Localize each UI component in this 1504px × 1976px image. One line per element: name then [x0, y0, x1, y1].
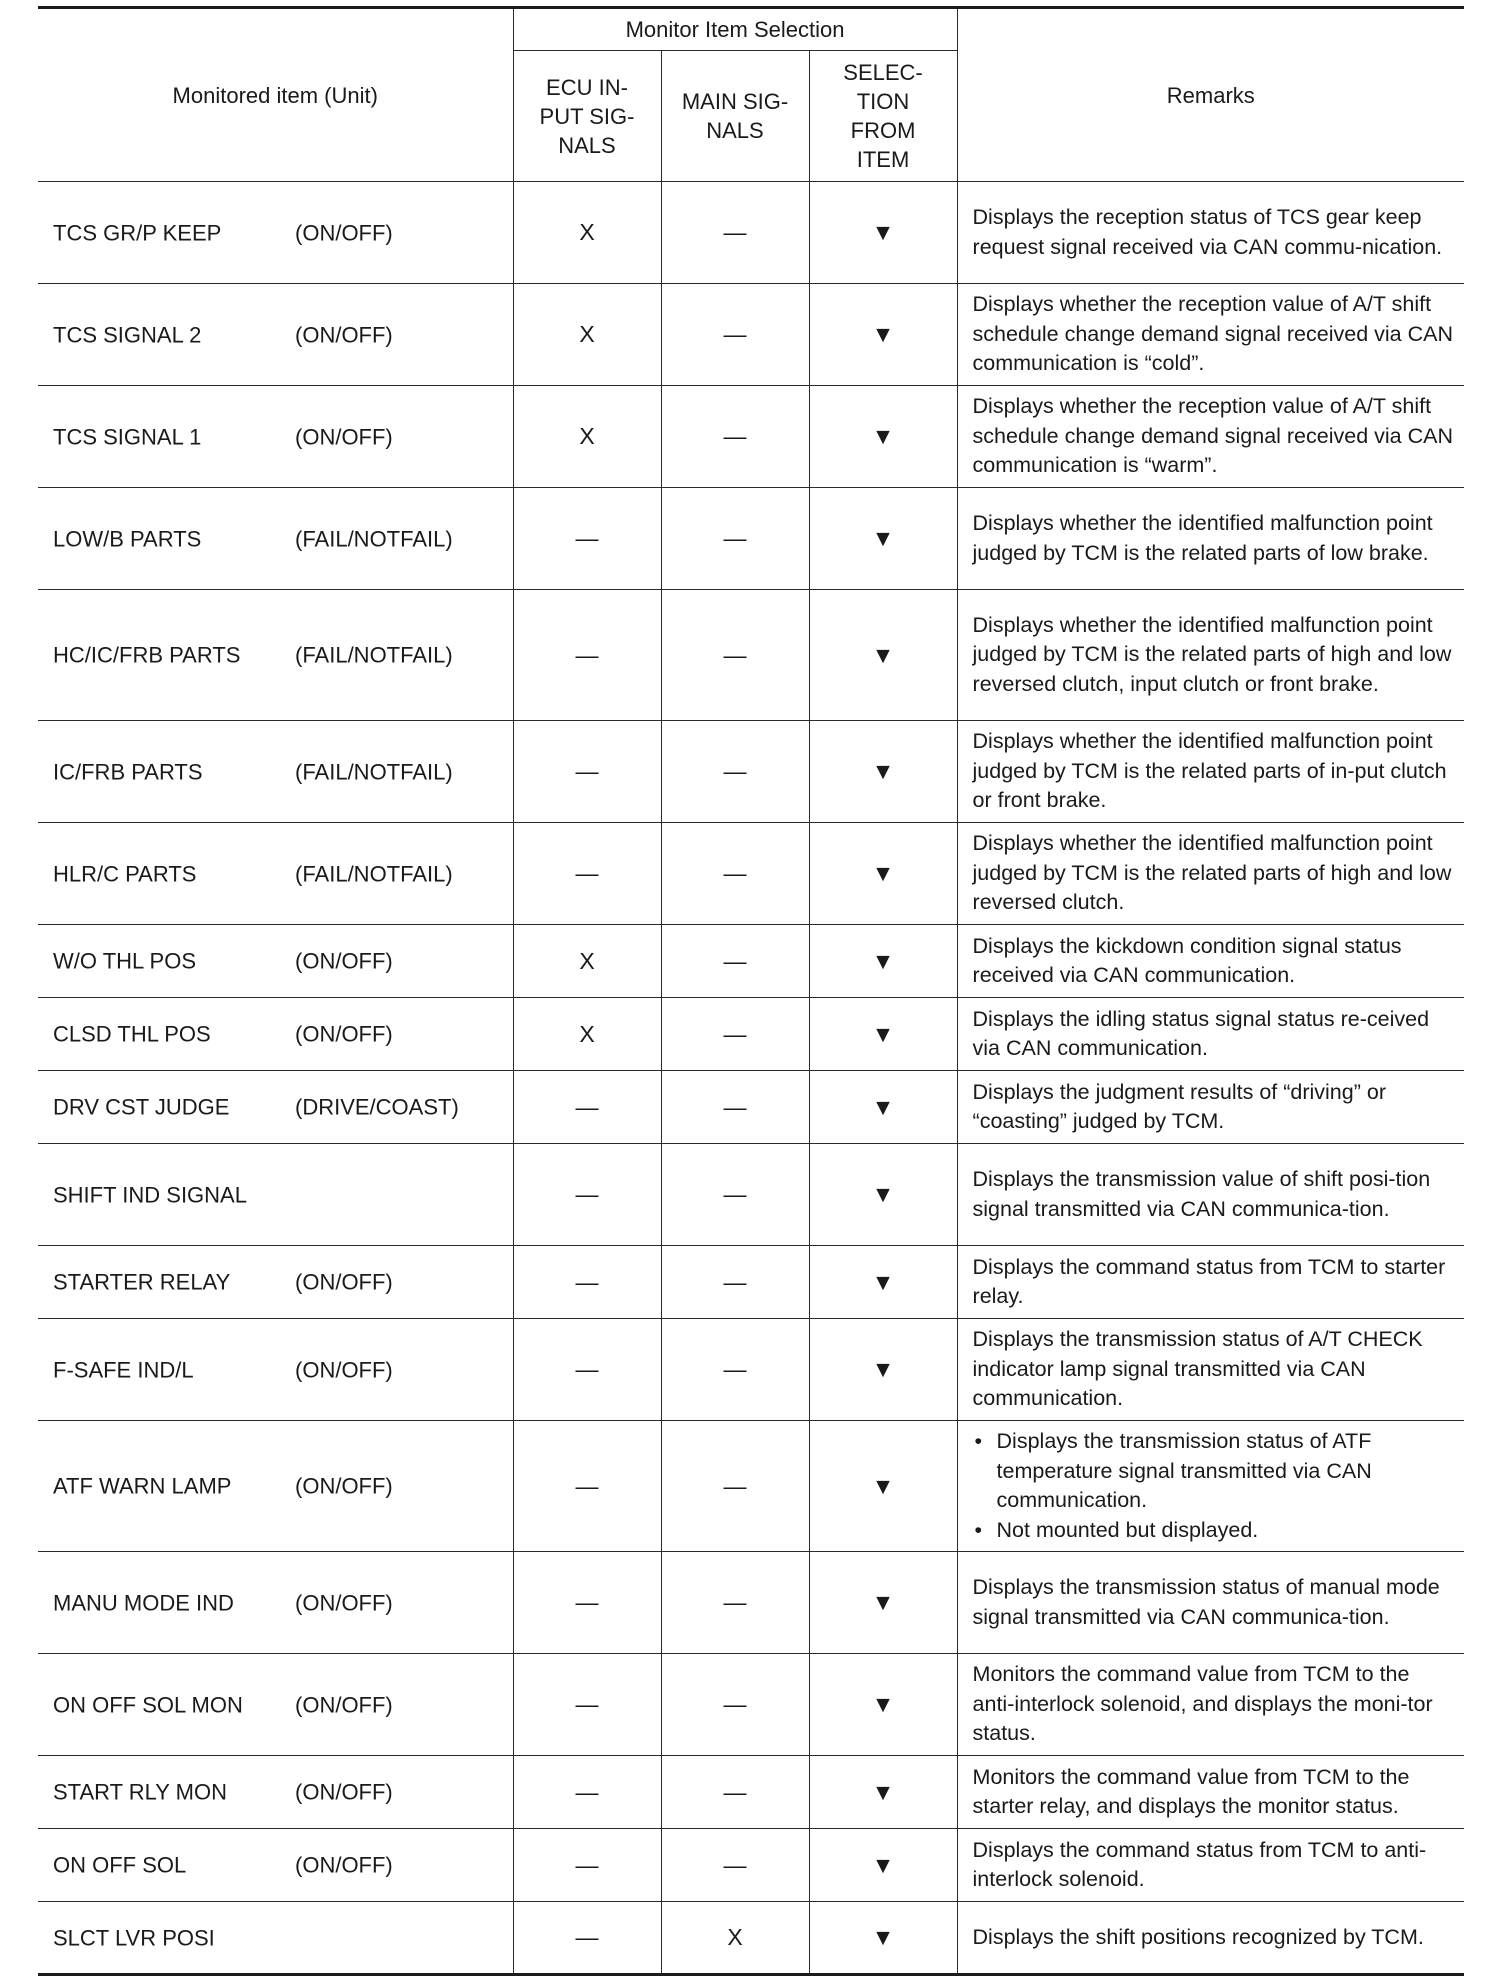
- item-name: HLR/C PARTS: [53, 861, 197, 886]
- item-unit: (ON/OFF): [295, 1357, 393, 1382]
- item-name: SLCT LVR POSI: [53, 1925, 215, 1950]
- item-cell: [38, 1902, 513, 1975]
- selection-mark: ▼: [809, 925, 957, 998]
- table-row: [38, 1829, 1464, 1902]
- table-row: [38, 1319, 1464, 1421]
- item-cell: [38, 1552, 513, 1654]
- table-row: [38, 1246, 1464, 1319]
- table-row: [38, 1654, 1464, 1756]
- main-signal-mark: —: [661, 1421, 809, 1552]
- item-name: F-SAFE IND/L: [53, 1357, 194, 1382]
- item-unit: (ON/OFF): [295, 1590, 393, 1615]
- selection-mark: ▼: [809, 386, 957, 488]
- item-unit: (ON/OFF): [295, 1021, 393, 1047]
- header-selection-from-item: SELEC- TION FROM ITEM: [809, 51, 957, 182]
- table-row: [38, 386, 1464, 488]
- ecu-input-mark: —: [513, 590, 661, 721]
- remark-text: Displays the judgment results of “driving” or “coasting” judged by TCM.: [957, 1071, 1464, 1144]
- remark-text: Displays the transmission status of A/T CHECK indicator lamp signal transmitted via CAN communication.: [957, 1319, 1464, 1421]
- selection-mark: ▼: [809, 1246, 957, 1319]
- table-row: [38, 182, 1464, 284]
- ecu-input-mark: —: [513, 488, 661, 590]
- item-cell: [38, 721, 513, 823]
- ecu-input-mark: —: [513, 1829, 661, 1902]
- ecu-input-mark: X: [513, 182, 661, 284]
- item-name: MANU MODE IND: [53, 1590, 234, 1615]
- remark-text: Displays the reception status of TCS gear keep request signal received via CAN commu-nication.: [957, 182, 1464, 284]
- item-unit: (ON/OFF): [295, 1779, 393, 1805]
- remark-text: Displays whether the identified malfunction point judged by TCM is the related parts of high and low reversed clutch, input clutch or front brake.: [957, 590, 1464, 721]
- ecu-input-mark: —: [513, 1552, 661, 1654]
- ecu-input-mark: —: [513, 823, 661, 925]
- main-signal-mark: —: [661, 284, 809, 386]
- item-unit: (FAIL/NOTFAIL): [295, 526, 453, 551]
- monitor-item-table: [38, 6, 1464, 1976]
- ecu-input-mark: X: [513, 386, 661, 488]
- selection-mark: ▼: [809, 284, 957, 386]
- item-name: LOW/B PARTS: [53, 526, 202, 551]
- selection-mark: ▼: [809, 590, 957, 721]
- item-name: SHIFT IND SIGNAL: [53, 1182, 247, 1207]
- ecu-input-mark: —: [513, 1654, 661, 1756]
- item-unit: (ON/OFF): [295, 1852, 393, 1878]
- remark-text: Displays the transmission value of shift posi-tion signal transmitted via CAN communica-tion.: [957, 1144, 1464, 1246]
- item-cell: [38, 1246, 513, 1319]
- header-remarks: Remarks: [957, 8, 1464, 182]
- item-unit: (FAIL/NOTFAIL): [295, 759, 453, 784]
- remark-bullet: • Displays the transmission status of ATF temperature signal transmitted via CAN communication.: [997, 1427, 1457, 1516]
- item-cell: [38, 386, 513, 488]
- item-cell: [38, 1829, 513, 1902]
- ecu-input-mark: —: [513, 1756, 661, 1829]
- selection-mark: ▼: [809, 1902, 957, 1975]
- remark-text: Displays the transmission status of manual mode signal transmitted via CAN communica-tion.: [957, 1552, 1464, 1654]
- main-signal-mark: —: [661, 1829, 809, 1902]
- ecu-input-mark: X: [513, 284, 661, 386]
- main-signal-mark: —: [661, 1552, 809, 1654]
- item-name: IC/FRB PARTS: [53, 759, 203, 784]
- selection-mark: ▼: [809, 721, 957, 823]
- selection-mark: ▼: [809, 998, 957, 1071]
- table-row: [38, 1421, 1464, 1552]
- item-unit: (DRIVE/COAST): [295, 1094, 459, 1120]
- item-cell: [38, 998, 513, 1071]
- header-monitor-item-selection: Monitor Item Selection: [513, 8, 957, 51]
- item-unit: (FAIL/NOTFAIL): [295, 861, 453, 886]
- table-row: [38, 284, 1464, 386]
- main-signal-mark: —: [661, 823, 809, 925]
- ecu-input-mark: —: [513, 721, 661, 823]
- main-signal-mark: —: [661, 182, 809, 284]
- selection-mark: ▼: [809, 1654, 957, 1756]
- table-row: [38, 1071, 1464, 1144]
- main-signal-mark: —: [661, 1654, 809, 1756]
- remark-list: [957, 1421, 1464, 1552]
- table-row: [38, 998, 1464, 1071]
- item-name: TCS SIGNAL 2: [53, 322, 202, 347]
- selection-mark: ▼: [809, 1319, 957, 1421]
- main-signal-mark: —: [661, 386, 809, 488]
- item-cell: [38, 823, 513, 925]
- item-name: HC/IC/FRB PARTS: [53, 642, 241, 668]
- main-signal-mark: —: [661, 998, 809, 1071]
- main-signal-mark: —: [661, 1756, 809, 1829]
- selection-mark: ▼: [809, 1421, 957, 1552]
- remark-text: Displays the shift positions recognized by TCM.: [957, 1902, 1464, 1975]
- item-cell: [38, 1144, 513, 1246]
- table-row: [38, 1902, 1464, 1975]
- header-monitored-item: Monitored item (Unit): [38, 8, 513, 182]
- selection-mark: ▼: [809, 1829, 957, 1902]
- table-row: [38, 1552, 1464, 1654]
- table-row: [38, 590, 1464, 721]
- table-row: [38, 925, 1464, 998]
- main-signal-mark: —: [661, 488, 809, 590]
- item-cell: [38, 182, 513, 284]
- item-unit: (FAIL/NOTFAIL): [295, 642, 453, 668]
- selection-mark: ▼: [809, 1552, 957, 1654]
- remark-text: Displays the kickdown condition signal status received via CAN communication.: [957, 925, 1464, 998]
- header-ecu-input-signals: ECU IN- PUT SIG- NALS: [513, 51, 661, 182]
- item-unit: (ON/OFF): [295, 322, 393, 347]
- remark-text: Displays whether the identified malfunction point judged by TCM is the related parts of high and low reversed clutch.: [957, 823, 1464, 925]
- ecu-input-mark: X: [513, 998, 661, 1071]
- item-unit: (ON/OFF): [295, 1269, 393, 1295]
- item-cell: [38, 1654, 513, 1756]
- main-signal-mark: —: [661, 925, 809, 998]
- item-name: STARTER RELAY: [53, 1269, 231, 1295]
- item-name: DRV CST JUDGE: [53, 1094, 230, 1120]
- remark-text: Displays the command status from TCM to starter relay.: [957, 1246, 1464, 1319]
- item-name: CLSD THL POS: [53, 1021, 211, 1047]
- item-cell: [38, 1756, 513, 1829]
- item-name: ATF WARN LAMP: [53, 1473, 232, 1499]
- ecu-input-mark: —: [513, 1902, 661, 1975]
- remark-text: Displays whether the reception value of A/T shift schedule change demand signal received via CAN communication is “warm”.: [957, 386, 1464, 488]
- main-signal-mark: —: [661, 1071, 809, 1144]
- selection-mark: ▼: [809, 823, 957, 925]
- main-signal-mark: —: [661, 721, 809, 823]
- table-row: [38, 488, 1464, 590]
- remark-bullet: • Not mounted but displayed.: [997, 1516, 1457, 1546]
- item-unit: (ON/OFF): [295, 424, 393, 449]
- item-cell: [38, 1071, 513, 1144]
- item-unit: (ON/OFF): [295, 948, 393, 974]
- item-name: START RLY MON: [53, 1779, 228, 1805]
- ecu-input-mark: —: [513, 1071, 661, 1144]
- table-row: [38, 721, 1464, 823]
- remark-text: Monitors the command value from TCM to the starter relay, and displays the monitor status.: [957, 1756, 1464, 1829]
- ecu-input-mark: X: [513, 925, 661, 998]
- selection-mark: ▼: [809, 1756, 957, 1829]
- item-cell: [38, 925, 513, 998]
- item-cell: [38, 284, 513, 386]
- main-signal-mark: —: [661, 590, 809, 721]
- table-row: [38, 1144, 1464, 1246]
- item-name: W/O THL POS: [53, 948, 197, 974]
- item-name: TCS SIGNAL 1: [53, 424, 202, 449]
- item-cell: [38, 1421, 513, 1552]
- remark-text: Displays whether the identified malfunction point judged by TCM is the related parts of low brake.: [957, 488, 1464, 590]
- remark-text: Monitors the command value from TCM to the anti-interlock solenoid, and displays the moni-tor status.: [957, 1654, 1464, 1756]
- main-signal-mark: —: [661, 1246, 809, 1319]
- remark-text: Displays the command status from TCM to anti-interlock solenoid.: [957, 1829, 1464, 1902]
- selection-mark: ▼: [809, 1144, 957, 1246]
- ecu-input-mark: —: [513, 1246, 661, 1319]
- item-unit: (ON/OFF): [295, 220, 393, 245]
- item-cell: [38, 1319, 513, 1421]
- ecu-input-mark: —: [513, 1319, 661, 1421]
- selection-mark: ▼: [809, 1071, 957, 1144]
- item-cell: [38, 488, 513, 590]
- ecu-input-mark: —: [513, 1144, 661, 1246]
- main-signal-mark: —: [661, 1144, 809, 1246]
- remark-text: Displays whether the identified malfunction point judged by TCM is the related parts of in-put clutch or front brake.: [957, 721, 1464, 823]
- item-cell: [38, 590, 513, 721]
- table-row: [38, 823, 1464, 925]
- item-unit: (ON/OFF): [295, 1692, 393, 1717]
- main-signal-mark: —: [661, 1319, 809, 1421]
- item-name: ON OFF SOL: [53, 1852, 187, 1878]
- header-main-signals: MAIN SIG- NALS: [661, 51, 809, 182]
- item-name: ON OFF SOL MON: [53, 1692, 243, 1717]
- item-unit: (ON/OFF): [295, 1473, 393, 1499]
- item-name: TCS GR/P KEEP: [53, 220, 222, 245]
- ecu-input-mark: —: [513, 1421, 661, 1552]
- remark-text: Displays the idling status signal status re-ceived via CAN communication.: [957, 998, 1464, 1071]
- selection-mark: ▼: [809, 182, 957, 284]
- table-row: [38, 1756, 1464, 1829]
- main-signal-mark: X: [661, 1902, 809, 1975]
- selection-mark: ▼: [809, 488, 957, 590]
- remark-text: Displays whether the reception value of A/T shift schedule change demand signal received via CAN communication is “cold”.: [957, 284, 1464, 386]
